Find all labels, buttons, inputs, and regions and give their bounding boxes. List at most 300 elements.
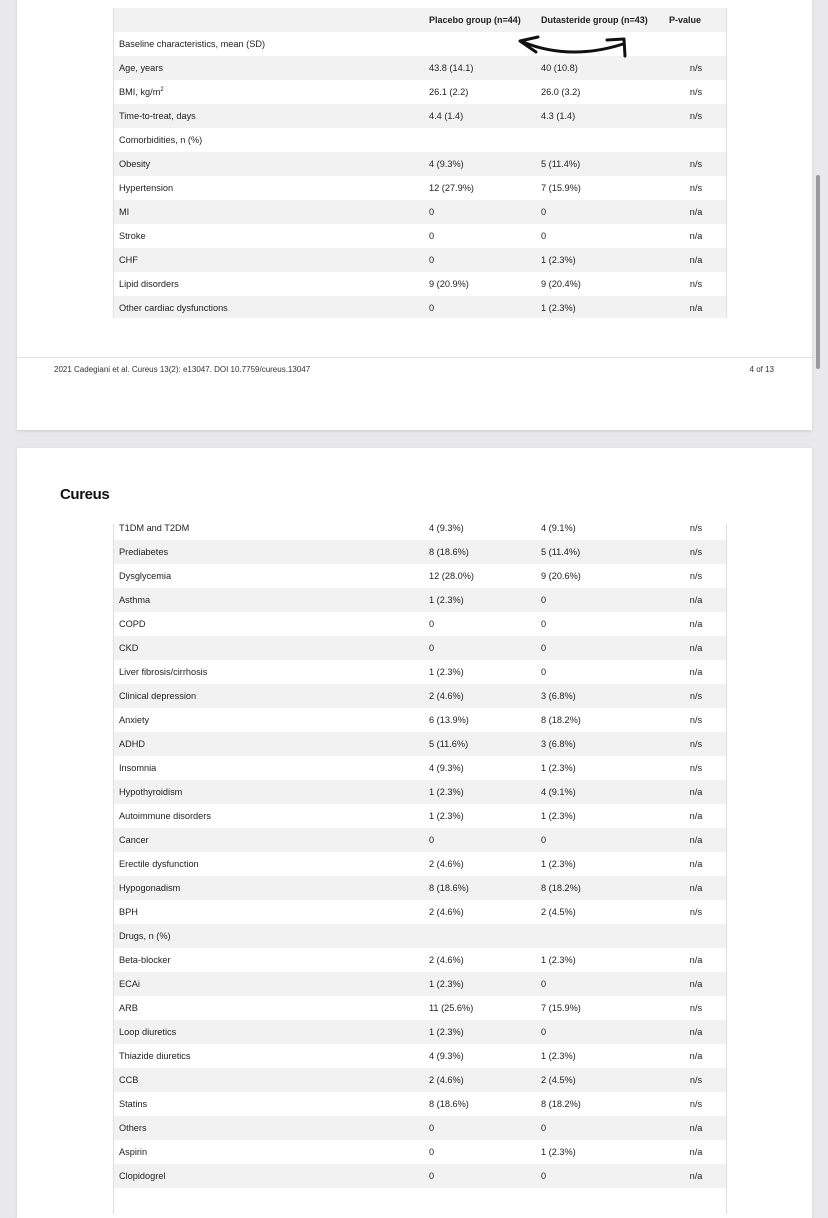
row-label-text: Thiazide diuretics	[119, 1051, 191, 1061]
dutasteride-value	[536, 224, 666, 248]
dutasteride-value-text: 1 (2.3%)	[541, 859, 576, 869]
table-row	[114, 1116, 726, 1140]
row-label-text: BPH	[119, 907, 138, 917]
placebo-value	[424, 56, 536, 80]
table-body	[114, 32, 726, 318]
pvalue	[666, 540, 726, 564]
placebo-value-text: 5 (11.6%)	[429, 739, 469, 749]
table-row	[114, 80, 726, 104]
row-label-text: BMI, kg/m	[119, 87, 161, 98]
dutasteride-value	[536, 948, 666, 972]
dutasteride-value	[536, 1068, 666, 1092]
table-row	[114, 876, 726, 900]
table-row	[114, 248, 726, 272]
dutasteride-value	[536, 564, 666, 588]
pvalue	[666, 972, 726, 996]
placebo-value	[424, 852, 536, 876]
pvalue	[666, 128, 726, 152]
placebo-value-text: 0	[429, 1147, 435, 1157]
placebo-value	[424, 996, 536, 1020]
placebo-value-text: 0	[429, 1171, 435, 1181]
row-label-text: Clinical depression	[119, 691, 197, 701]
dutasteride-value	[536, 1044, 666, 1068]
pvalue	[666, 104, 726, 128]
pvalue-text: n/a	[689, 859, 703, 869]
row-label	[114, 876, 424, 900]
table-row	[114, 152, 726, 176]
dutasteride-value-text: 40 (10.8)	[541, 63, 578, 73]
pvalue-text: n/s	[689, 571, 703, 581]
pvalue	[666, 224, 726, 248]
dutasteride-value	[536, 684, 666, 708]
row-label	[114, 32, 424, 56]
table-container	[113, 8, 727, 318]
scrollbar[interactable]	[816, 175, 820, 369]
pvalue-text: n/a	[689, 835, 703, 845]
pvalue	[666, 804, 726, 828]
table-row	[114, 612, 726, 636]
row-label-text: Age, years	[119, 63, 163, 73]
dutasteride-value	[536, 296, 666, 318]
pvalue-text: n/a	[689, 255, 703, 265]
dutasteride-value-text: 5 (11.4%)	[541, 547, 581, 557]
header-pvalue: P-value	[666, 8, 726, 32]
pvalue	[666, 684, 726, 708]
row-label-text: CHF	[119, 255, 138, 265]
row-label-text: Time-to-treat, days	[119, 111, 196, 121]
dutasteride-value	[536, 104, 666, 128]
pvalue-text: n/a	[689, 787, 703, 797]
pvalue	[666, 708, 726, 732]
pvalue	[666, 152, 726, 176]
table-row	[114, 900, 726, 924]
pvalue-text: n/a	[689, 1027, 703, 1037]
table-row	[114, 852, 726, 876]
row-label	[114, 1044, 424, 1068]
pvalue-text: n/a	[689, 811, 703, 821]
pvalue-text: n/a	[689, 883, 703, 893]
table-row	[114, 948, 726, 972]
table-row	[114, 1164, 726, 1188]
placebo-value	[424, 1116, 536, 1140]
table-row	[114, 756, 726, 780]
pvalue	[666, 756, 726, 780]
row-label-text: CCB	[119, 1075, 139, 1085]
placebo-value	[424, 684, 536, 708]
row-label	[114, 272, 424, 296]
dutasteride-value	[536, 876, 666, 900]
pvalue-text: n/a	[689, 1147, 703, 1157]
table-row	[114, 524, 726, 540]
dutasteride-value	[536, 588, 666, 612]
pvalue-text: n/s	[689, 63, 703, 73]
row-label-text: Clopidogrel	[119, 1171, 166, 1181]
placebo-value-text: 2 (4.6%)	[429, 859, 464, 869]
table-row	[114, 780, 726, 804]
dutasteride-value-text: 7 (15.9%)	[541, 1003, 581, 1013]
row-label-text: Prediabetes	[119, 547, 169, 557]
row-label	[114, 1140, 424, 1164]
table-row	[114, 1020, 726, 1044]
placebo-value-text: 0	[429, 1123, 435, 1133]
pvalue	[666, 588, 726, 612]
row-label	[114, 756, 424, 780]
row-label	[114, 852, 424, 876]
row-label-text: Aspirin	[119, 1147, 148, 1157]
dutasteride-value-text: 4 (9.1%)	[541, 787, 576, 797]
row-label	[114, 176, 424, 200]
placebo-value	[424, 1140, 536, 1164]
row-label	[114, 996, 424, 1020]
dutasteride-value	[536, 708, 666, 732]
placebo-value	[424, 224, 536, 248]
placebo-value-text: 0	[429, 835, 435, 845]
dutasteride-value	[536, 852, 666, 876]
row-label-text: Dysglycemia	[119, 571, 172, 581]
row-label	[114, 296, 424, 318]
pvalue	[666, 32, 726, 56]
dutasteride-value-text: 0	[541, 979, 547, 989]
pvalue	[666, 900, 726, 924]
row-label	[114, 924, 424, 948]
row-label	[114, 1092, 424, 1116]
placebo-value	[424, 1164, 536, 1188]
pvalue-text: n/a	[689, 231, 703, 241]
page-footer	[17, 357, 812, 382]
placebo-value-text: 4 (9.3%)	[429, 159, 464, 169]
dutasteride-value-text: 2 (4.5%)	[541, 1075, 576, 1085]
table-row	[114, 200, 726, 224]
row-label	[114, 524, 424, 540]
pvalue	[666, 56, 726, 80]
row-label-text: Others	[119, 1123, 147, 1133]
pvalue-text: n/a	[689, 1051, 703, 1061]
pvalue	[666, 564, 726, 588]
pvalue	[666, 200, 726, 224]
dutasteride-value-text: 1 (2.3%)	[541, 955, 576, 965]
placebo-value	[424, 152, 536, 176]
pvalue-text: n/s	[689, 279, 703, 289]
placebo-value-text: 2 (4.6%)	[429, 1075, 464, 1085]
pvalue	[666, 1044, 726, 1068]
pvalue	[666, 1092, 726, 1116]
row-label	[114, 56, 424, 80]
pvalue	[666, 1020, 726, 1044]
dutasteride-value-text: 0	[541, 1171, 547, 1181]
pvalue-text: n/s	[689, 547, 703, 557]
dutasteride-value	[536, 900, 666, 924]
pvalue	[666, 660, 726, 684]
dutasteride-value-text: 3 (6.8%)	[541, 739, 576, 749]
row-label-text: Anxiety	[119, 715, 150, 725]
row-label	[114, 660, 424, 684]
pvalue	[666, 996, 726, 1020]
superscript: 2	[160, 86, 164, 93]
placebo-value-text: 0	[429, 231, 435, 241]
row-label	[114, 948, 424, 972]
dutasteride-value-text: 1 (2.3%)	[541, 255, 576, 265]
pvalue	[666, 948, 726, 972]
row-label	[114, 1068, 424, 1092]
placebo-value-text: 0	[429, 303, 435, 313]
pvalue	[666, 272, 726, 296]
pvalue-text: n/a	[689, 303, 703, 313]
page-number: 4 of 13	[749, 365, 774, 374]
row-label-text: Baseline characteristics, mean (SD)	[119, 39, 266, 49]
row-label-text: T1DM and T2DM	[119, 524, 190, 533]
row-label	[114, 972, 424, 996]
dutasteride-value	[536, 1164, 666, 1188]
pvalue	[666, 1164, 726, 1188]
dutasteride-value-text: 4 (9.1%)	[541, 524, 576, 533]
citation: 2021 Cadegiani et al. Cureus 13(2): e13047. DOI 10.7759/cureus.13047	[54, 365, 311, 374]
placebo-value	[424, 296, 536, 318]
placebo-value-text: 1 (2.3%)	[429, 1027, 464, 1037]
placebo-value	[424, 924, 536, 948]
table-row	[114, 176, 726, 200]
placebo-value	[424, 176, 536, 200]
pvalue-text: n/s	[689, 183, 703, 193]
dutasteride-value-text: 1 (2.3%)	[541, 763, 576, 773]
placebo-value	[424, 272, 536, 296]
pvalue-text: n/a	[689, 1123, 703, 1133]
placebo-value	[424, 1092, 536, 1116]
table-row	[114, 924, 726, 948]
placebo-value-text: 1 (2.3%)	[429, 595, 464, 605]
placebo-value	[424, 732, 536, 756]
pvalue-text: n/a	[689, 207, 703, 217]
placebo-value-text: 8 (18.6%)	[429, 883, 469, 893]
dutasteride-value-text: 0	[541, 667, 547, 677]
placebo-value-text: 1 (2.3%)	[429, 979, 464, 989]
placebo-value-text: 26.1 (2.2)	[429, 87, 469, 97]
placebo-value	[424, 804, 536, 828]
table-row	[114, 1092, 726, 1116]
pvalue	[666, 828, 726, 852]
dutasteride-value-text: 2 (4.5%)	[541, 907, 576, 917]
placebo-value	[424, 948, 536, 972]
placebo-value	[424, 708, 536, 732]
pvalue-text: n/a	[689, 955, 703, 965]
placebo-value	[424, 32, 536, 56]
placebo-value	[424, 972, 536, 996]
placebo-value	[424, 1068, 536, 1092]
dutasteride-value	[536, 804, 666, 828]
dutasteride-value-text: 0	[541, 207, 547, 217]
pvalue	[666, 1140, 726, 1164]
dutasteride-value-text: 0	[541, 619, 547, 629]
placebo-value-text: 4 (9.3%)	[429, 1051, 464, 1061]
row-label	[114, 684, 424, 708]
placebo-value	[424, 828, 536, 852]
dutasteride-value	[536, 1020, 666, 1044]
dutasteride-value-text: 0	[541, 595, 547, 605]
row-label-text: Loop diuretics	[119, 1027, 177, 1037]
dutasteride-value	[536, 152, 666, 176]
dutasteride-value	[536, 32, 666, 56]
row-label-text: Asthma	[119, 595, 151, 605]
pvalue	[666, 176, 726, 200]
row-label	[114, 224, 424, 248]
row-label	[114, 732, 424, 756]
dutasteride-value	[536, 612, 666, 636]
pvalue	[666, 732, 726, 756]
dutasteride-value	[536, 128, 666, 152]
placebo-value-text: 0	[429, 255, 435, 265]
table-header-row	[114, 8, 726, 32]
table-row	[114, 708, 726, 732]
row-label-text: Stroke	[119, 231, 146, 241]
dutasteride-value	[536, 1116, 666, 1140]
row-label-text: Autoimmune disorders	[119, 811, 211, 821]
table-row	[114, 564, 726, 588]
placebo-value	[424, 80, 536, 104]
pvalue	[666, 612, 726, 636]
pvalue	[666, 780, 726, 804]
row-label	[114, 1116, 424, 1140]
row-label	[114, 900, 424, 924]
dutasteride-value	[536, 1092, 666, 1116]
table-row	[114, 660, 726, 684]
pvalue-text: n/s	[689, 1075, 703, 1085]
pvalue-text: n/s	[689, 763, 703, 773]
placebo-value	[424, 660, 536, 684]
dutasteride-value-text: 1 (2.3%)	[541, 1051, 576, 1061]
row-label-text: Insomnia	[119, 763, 157, 773]
row-label-text: Obesity	[119, 159, 151, 169]
row-label-text: Beta-blocker	[119, 955, 171, 965]
baseline-table-continued	[114, 524, 726, 1212]
row-label-text: ECAi	[119, 979, 140, 989]
dutasteride-value-text: 9 (20.6%)	[541, 571, 581, 581]
placebo-value	[424, 1188, 536, 1212]
dutasteride-value	[536, 996, 666, 1020]
pvalue	[666, 296, 726, 318]
dutasteride-value-text: 0	[541, 643, 547, 653]
row-label	[114, 128, 424, 152]
dutasteride-value-text: 1 (2.3%)	[541, 811, 576, 821]
dutasteride-value-text: 7 (15.9%)	[541, 183, 581, 193]
pvalue-text: n/s	[689, 524, 703, 533]
placebo-value-text: 0	[429, 207, 435, 217]
row-label	[114, 80, 424, 104]
placebo-value-text: 11 (25.6%)	[429, 1003, 474, 1013]
dutasteride-value-text: 0	[541, 231, 547, 241]
row-label-text: Liver fibrosis/cirrhosis	[119, 667, 208, 677]
row-label	[114, 152, 424, 176]
placebo-value	[424, 1044, 536, 1068]
row-label	[114, 564, 424, 588]
dutasteride-value	[536, 1188, 666, 1212]
dutasteride-value	[536, 756, 666, 780]
dutasteride-value	[536, 200, 666, 224]
pvalue-text: n/s	[689, 907, 703, 917]
placebo-value-text: 2 (4.6%)	[429, 955, 464, 965]
placebo-value	[424, 128, 536, 152]
dutasteride-value	[536, 248, 666, 272]
placebo-value-text: 9 (20.9%)	[429, 279, 469, 289]
table-row	[114, 32, 726, 56]
row-label-text: CKD	[119, 643, 139, 653]
table-row	[114, 128, 726, 152]
dutasteride-value	[536, 56, 666, 80]
placebo-value-text: 4 (9.3%)	[429, 524, 464, 533]
header-dutasteride: Dutasteride group (n=43)	[536, 8, 666, 32]
pvalue-text: n/a	[689, 643, 703, 653]
placebo-value	[424, 540, 536, 564]
dutasteride-value-text: 1 (2.3%)	[541, 1147, 576, 1157]
dutasteride-value	[536, 828, 666, 852]
table-container	[113, 524, 727, 1214]
placebo-value	[424, 756, 536, 780]
row-label	[114, 804, 424, 828]
table-row	[114, 56, 726, 80]
header-placebo: Placebo group (n=44)	[424, 8, 536, 32]
row-label-text: Hypothyroidism	[119, 787, 183, 797]
row-label	[114, 540, 424, 564]
row-label	[114, 708, 424, 732]
dutasteride-value-text: 8 (18.2%)	[541, 883, 581, 893]
placebo-value-text: 0	[429, 619, 435, 629]
pvalue	[666, 1188, 726, 1212]
dutasteride-value	[536, 660, 666, 684]
row-label-text: MI	[119, 207, 130, 217]
placebo-value-text: 1 (2.3%)	[429, 667, 464, 677]
placebo-value-text: 12 (28.0%)	[429, 571, 474, 581]
dutasteride-value	[536, 524, 666, 540]
dutasteride-value	[536, 272, 666, 296]
table-row	[114, 972, 726, 996]
pvalue	[666, 248, 726, 272]
row-label-text: Statins	[119, 1099, 148, 1109]
pvalue-text: n/s	[689, 739, 703, 749]
placebo-value	[424, 900, 536, 924]
placebo-value-text: 4 (9.3%)	[429, 763, 464, 773]
row-label	[114, 248, 424, 272]
table-row	[114, 1068, 726, 1092]
dutasteride-value	[536, 780, 666, 804]
dutasteride-value-text: 26.0 (3.2)	[541, 87, 581, 97]
page-4	[17, 0, 812, 430]
table-row	[114, 224, 726, 248]
pvalue-text: n/s	[689, 715, 703, 725]
dutasteride-value	[536, 176, 666, 200]
dutasteride-value	[536, 924, 666, 948]
placebo-value-text: 0	[429, 643, 435, 653]
placebo-value	[424, 564, 536, 588]
row-label	[114, 780, 424, 804]
table-row	[114, 804, 726, 828]
dutasteride-value	[536, 972, 666, 996]
placebo-value	[424, 636, 536, 660]
pvalue	[666, 80, 726, 104]
table-row	[114, 1140, 726, 1164]
row-label-text: Hypertension	[119, 183, 174, 193]
row-label-text: Other cardiac dysfunctions	[119, 303, 228, 313]
pvalue-text: n/s	[689, 1099, 703, 1109]
pvalue-text: n/a	[689, 667, 703, 677]
dutasteride-value-text: 4.3 (1.4)	[541, 111, 576, 121]
placebo-value-text: 2 (4.6%)	[429, 907, 464, 917]
pvalue	[666, 852, 726, 876]
placebo-value	[424, 612, 536, 636]
baseline-table	[114, 8, 726, 318]
placebo-value-text: 2 (4.6%)	[429, 691, 464, 701]
dutasteride-value-text: 0	[541, 1123, 547, 1133]
table-row	[114, 272, 726, 296]
table-row	[114, 296, 726, 318]
row-label-text: COPD	[119, 619, 146, 629]
